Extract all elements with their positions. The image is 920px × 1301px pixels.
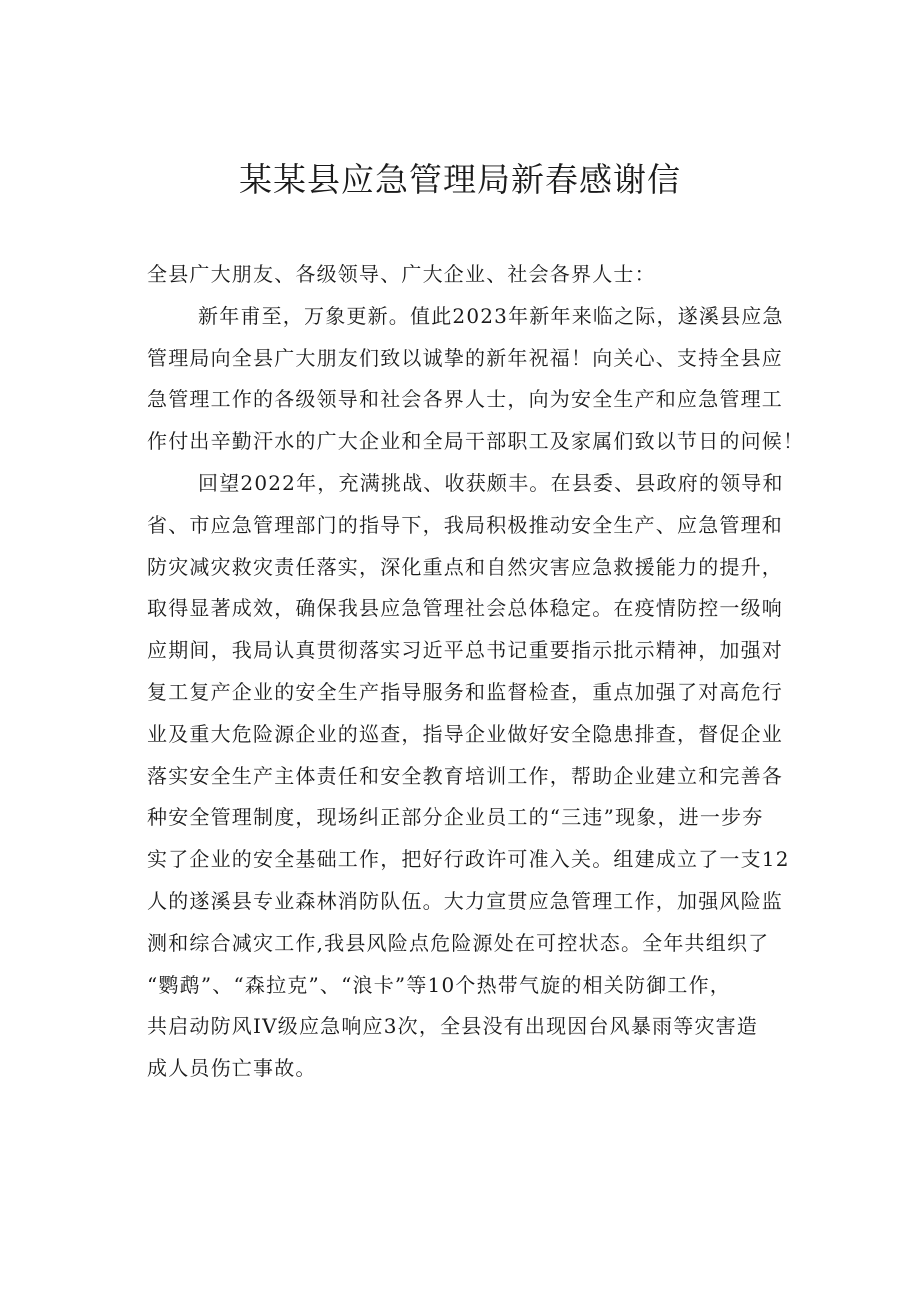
paragraph-line: 测和综合减灾工作,我县风险点危险源处在可控状态。全年共组织了 [147, 930, 770, 955]
paragraph-line: 新年甫至，万象更新。值此2023年新年来临之际，遂溪县应急 [198, 303, 784, 328]
paragraph-line: 成人员伤亡事故。 [147, 1056, 317, 1081]
paragraph-line: 落实安全生产主体责任和安全教育培训工作，帮助企业建立和完善各 [147, 763, 783, 788]
paragraph-line: 应期间，我局认真贯彻落实习近平总书记重要指示批示精神，加强对 [147, 638, 783, 663]
salutation: 全县广大朋友、各级领导、广大企业、社会各界人士： [147, 262, 656, 286]
paragraph-2 [147, 463, 827, 1090]
paragraph-line: 种安全管理制度，现场纠正部分企业员工的“三违”现象，进一步夯 [147, 805, 764, 830]
paragraph-line: 防灾减灾救灾责任落实，深化重点和自然灾害应急救援能力的提升， [147, 554, 783, 579]
paragraph-line: 急管理工作的各级领导和社会各界人士，向为安全生产和应急管理工 [147, 387, 783, 412]
paragraph-line: 复工复产企业的安全生产指导服务和监督检查，重点加强了对高危行 [147, 679, 783, 704]
paragraph-line: 取得显著成效，确保我县应急管理社会总体稳定。在疫情防控一级响 [147, 596, 783, 621]
paragraph-line: 管理局向全县广大朋友们致以诚挚的新年祝福！向关心、支持全县应 [147, 345, 783, 370]
paragraph-line: 实了企业的安全基础工作，把好行政许可准入关。组建成立了一支12 [147, 847, 790, 872]
paragraph-line: 作付出辛勤汗水的广大企业和全局干部职工及家属们致以节日的问候！ [147, 429, 805, 454]
letter-body [147, 254, 827, 1090]
paragraph-line: 人的遂溪县专业森林消防队伍。大力宣贯应急管理工作，加强风险监 [147, 888, 783, 913]
paragraph-line: 省、市应急管理部门的指导下，我局积极推动安全生产、应急管理和 [147, 512, 783, 537]
paragraph-line: 共启动防风IV级应急响应3次，全县没有出现因台风暴雨等灾害造 [147, 1014, 759, 1039]
paragraph-line: 回望2022年，充满挑战、收获颇丰。在县委、县政府的领导和 [198, 470, 784, 495]
paragraph-line: “鹦鹉”、“森拉克”、“浪卡”等10个热带气旋的相关防御工作， [147, 972, 731, 997]
document-title: 某某县应急管理局新春感谢信 [239, 160, 681, 199]
paragraph-line: 业及重大危险源企业的巡查，指导企业做好安全隐患排查，督促企业 [147, 721, 783, 746]
paragraph-1 [147, 296, 827, 463]
